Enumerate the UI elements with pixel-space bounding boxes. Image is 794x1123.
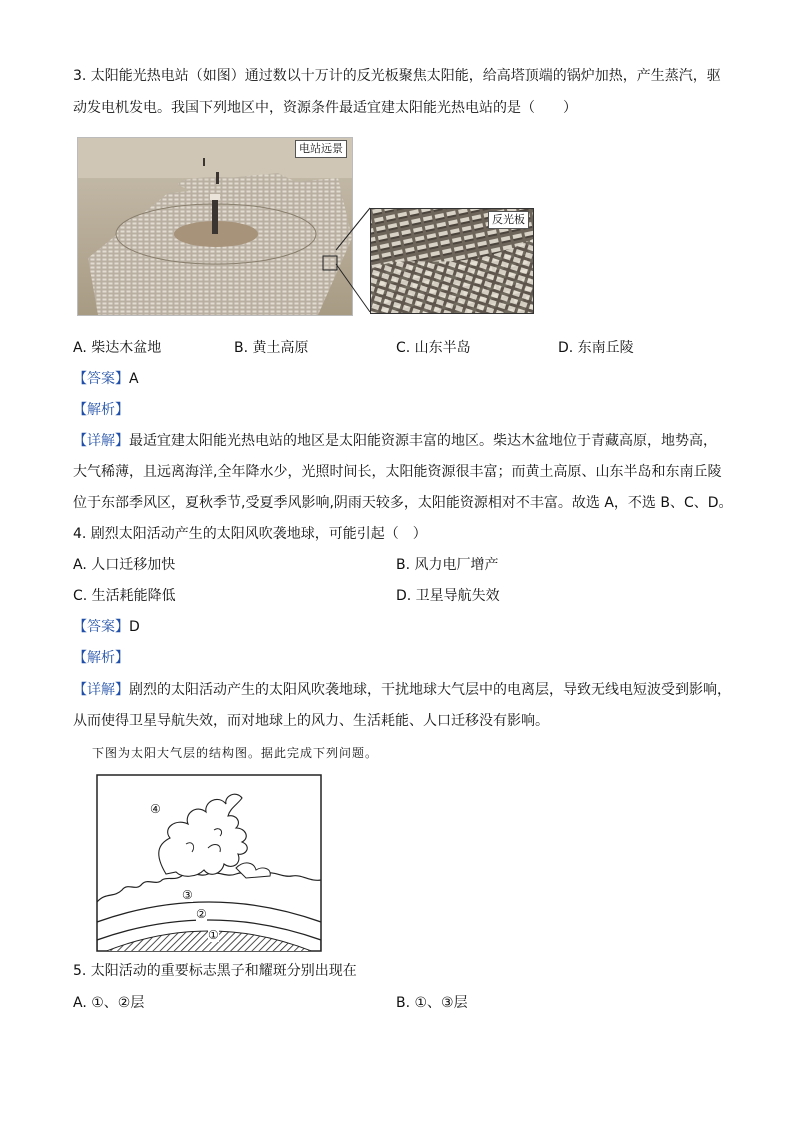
q5-option-b: B. ①、③层 bbox=[396, 995, 468, 1011]
q4-option-a: A. 人口迁移加快 bbox=[73, 557, 176, 573]
q4-detail-line2: 从而使得卫星导航失效，而对地球上的风力、生活耗能、人口迁移没有影响。 bbox=[73, 713, 549, 729]
sun-atmosphere-diagram bbox=[96, 774, 322, 952]
q3-option-d: D. 东南丘陵 bbox=[558, 340, 634, 356]
diagram-label-4: ④ bbox=[150, 802, 161, 816]
q3-detail-line1 bbox=[73, 431, 717, 451]
q4-stem: 4. 剧烈太阳活动产生的太阳风吹袭地球，可能引起（ ） bbox=[73, 526, 427, 542]
q4-answer-tag: 【答案】 bbox=[73, 619, 129, 635]
q3-answer bbox=[73, 369, 139, 389]
q4-option-c: C. 生活耗能降低 bbox=[73, 588, 176, 604]
q3-stem-line2: 动发电机发电。我国下列地区中，资源条件最适宜建太阳能光热电站的是（ ） bbox=[73, 100, 577, 116]
q3-option-a: A. 柴达木盆地 bbox=[73, 340, 162, 356]
q4-detail-line1 bbox=[73, 680, 731, 700]
q4-answer-value: D bbox=[129, 619, 140, 635]
q3-detail-tag: 【详解】 bbox=[73, 433, 129, 449]
q3-option-c: C. 山东半岛 bbox=[396, 340, 471, 356]
q5-stem: 5. 太阳活动的重要标志黑子和耀斑分别出现在 bbox=[73, 963, 357, 979]
diagram-intro: 下图为太阳大气层的结构图。据此完成下列问题。 bbox=[92, 746, 379, 760]
q4-analysis-tag: 【解析】 bbox=[73, 650, 129, 666]
q3-detail-line3: 位于东部季风区，夏秋季节,受夏季风影响,阴雨天较多，太阳能资源相对不丰富。故选 A，不选 B、C、D。 bbox=[73, 495, 733, 511]
q3-answer-tag: 【答案】 bbox=[73, 371, 129, 387]
station-far-label: 电站远景 bbox=[295, 140, 347, 158]
diagram-label-1: ① bbox=[208, 928, 219, 942]
reflector-panel-label: 反光板 bbox=[488, 211, 529, 229]
sun-atmosphere-diagram-image bbox=[96, 774, 322, 952]
q4-detail-text1: 剧烈的太阳活动产生的太阳风吹袭地球，干扰地球大气层中的电离层，导致无线电短波受到影响， bbox=[129, 682, 731, 698]
q4-option-d: D. 卫星导航失效 bbox=[396, 588, 500, 604]
q3-answer-value: A bbox=[129, 371, 139, 387]
q3-option-b: B. 黄土高原 bbox=[234, 340, 309, 356]
q3-detail-text1: 最适宜建太阳能光热电站的地区是太阳能资源丰富的地区。柴达木盆地位于青藏高原，地势高， bbox=[129, 433, 717, 449]
diagram-label-2: ② bbox=[196, 907, 207, 921]
q3-stem-line1: 3. 太阳能光热电站（如图）通过数以十万计的反光板聚焦太阳能，给高塔顶端的锅炉加热，产生蒸汽，驱 bbox=[73, 68, 721, 84]
station-far-photo bbox=[77, 137, 353, 316]
diagram-label-3: ③ bbox=[182, 888, 193, 902]
station-far-photo-image bbox=[78, 138, 352, 315]
q4-option-b: B. 风力电厂增产 bbox=[396, 557, 499, 573]
q5-option-a: A. ①、②层 bbox=[73, 995, 145, 1011]
q3-detail-line2: 大气稀薄，且远离海洋,全年降水少，光照时间长，太阳能资源很丰富；而黄土高原、山东半岛和东南丘陵 bbox=[73, 464, 722, 480]
q4-detail-tag: 【详解】 bbox=[73, 682, 129, 698]
q4-answer bbox=[73, 617, 140, 637]
q3-analysis-tag: 【解析】 bbox=[73, 402, 129, 418]
